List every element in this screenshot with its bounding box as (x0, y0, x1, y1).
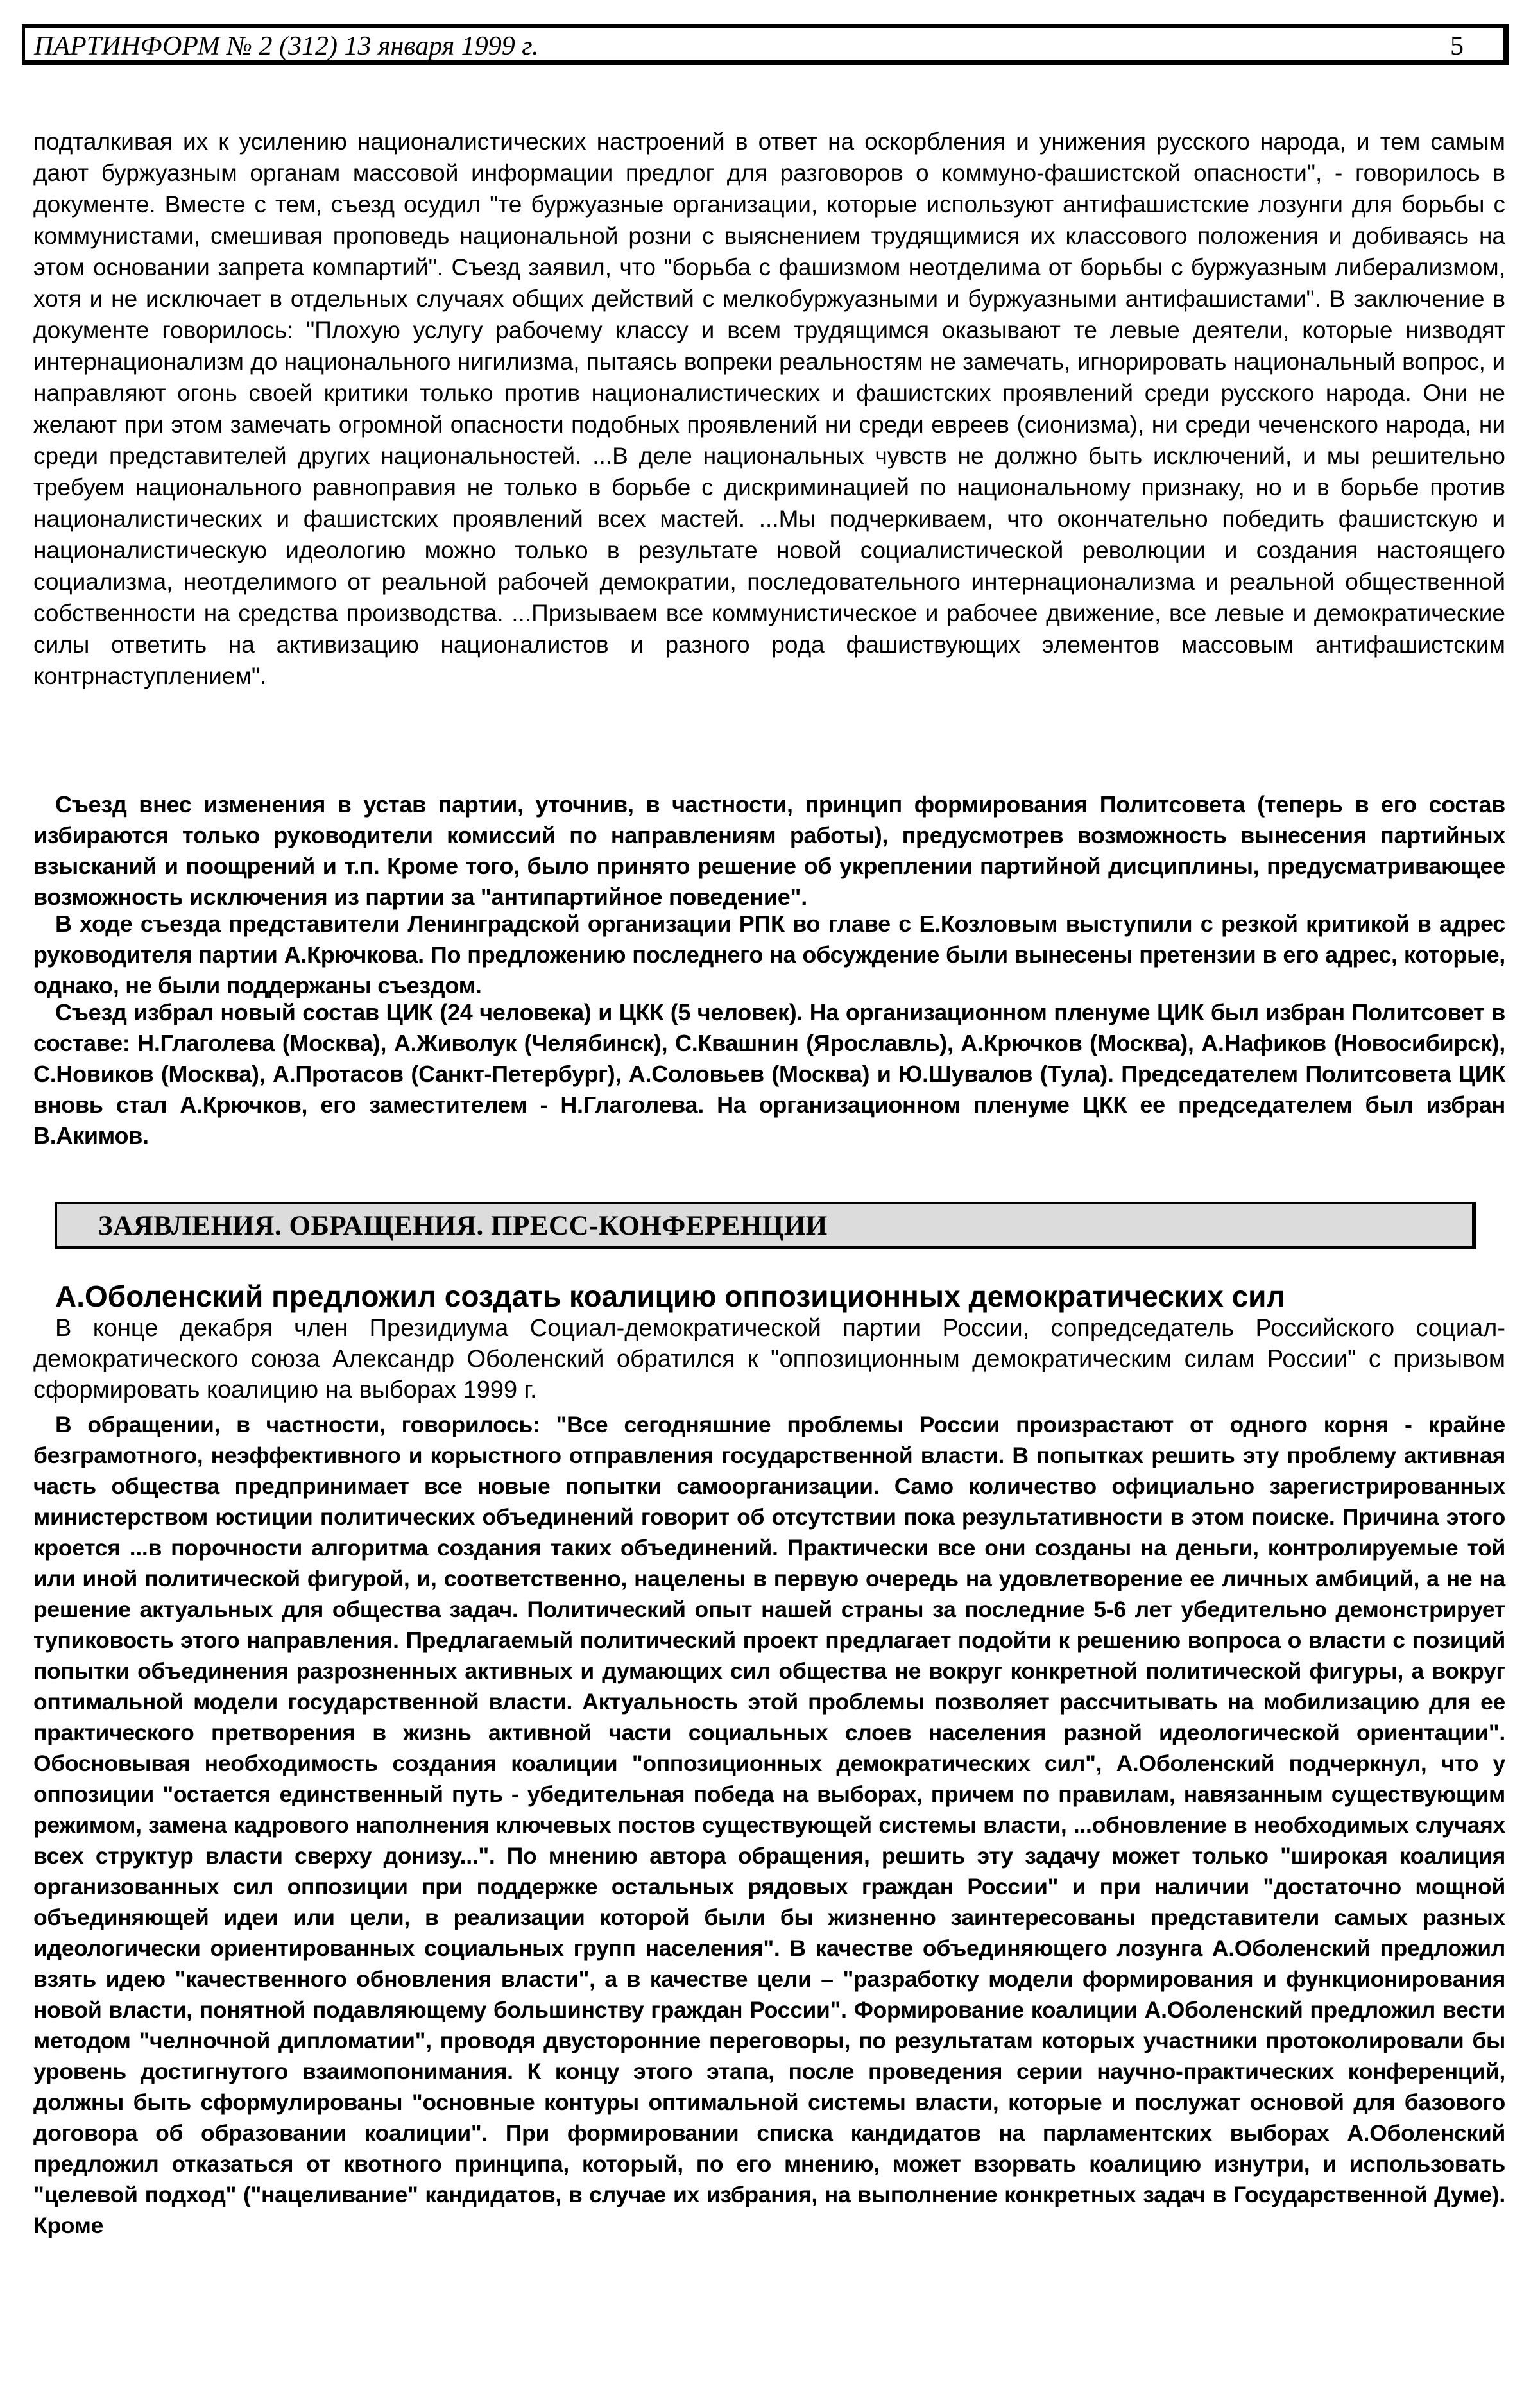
header-title: ПАРТИНФОРМ № 2 (312) 13 января 1999 г. (34, 31, 539, 61)
article-lead-paragraph: В конце декабря член Президиума Социал-демократической партии России, сопредседатель Российского социал-демократического союза Александр Оболенский обратился к "оппозиционным демократическим силам России" с призывом сформировать коалицию на выборах 1999 г. (33, 1315, 1505, 1403)
body-paragraph-elections: Съезд избрал новый состав ЦИК (24 человека) и ЦКК (5 человек). На организационном пленуме ЦИК был избран Политсовет в составе: Н.Глаголева (Москва), А.Живолук (Челябинск), С.Квашнин (Ярославль), А.Крючков (Москва), А.Нафиков (Новосибирск), С.Новиков (Москва), А.Протасов (Санкт-Петербург), А.Соловьев (Москва) и Ю.Шувалов (Тула). Председателем Политсовета ЦИК вновь стал А.Крючков, его заместителем - Н.Глаголева. На организационном пленуме ЦКК ее председателем был избран В.Акимов. (33, 999, 1505, 1149)
page-header (22, 24, 1509, 65)
body-paragraph-continuation: подталкивая их к усилению националистических настроений в ответ на оскорбления и унижения русского народа, и тем самым дают буржуазным органам массовой информации предлог для разговоров о коммуно-фашистской опасности", - говорилось в документе. Вместе с тем, съезд осудил "те буржуазные организации, которые используют антифашистские лозунги для борьбы с коммунистами, смешивая проповедь национальной розни с выяснением трудящимися их классового положения и добиваясь на этом основании запрета компартий". Съезд заявил, что "борьба с фашизмом неотделима от борьбы с буржуазным либерализмом, хотя и не исключает в отдельных случаях общих действий с мелкобуржуазными и буржуазными антифашистами". В заключение в документе говорилось: "Плохую услугу рабочему классу и всем трудящимся оказывают те левые деятели, которые низводят интернационализм до национального нигилизма, пытаясь вопреки реальностям не замечать, игнорировать национальный вопрос, и направляют огонь своей критики только против националистических и фашистских проявлений среди русского народа. Они не желают при этом замечать огромной опасности подобных проявлений ни среди евреев (сионизма), ни среди чеченского народа, ни среди представителей других национальностей. ...В деле национальных чувств не должно быть исключений, и мы решительно требуем национального равноправия не только в борьбе с дискриминацией по национальному признаку, но и в борьбе против националистических и фашистских проявлений всех мастей. ...Мы подчеркиваем, что окончательно победить фашистскую и националистическую идеологию можно только в результате новой социалистической революции и создания настоящего социализма, неотделимого от реальной рабочей демократии, последовательного интернационализма и реальной общественной собственности на средства производства. ...Призываем все коммунистическое и рабочее движение, все левые и демократические силы ответить на активизацию националистов и разного рода фашиствующих элементов массовым антифашистским контрнаступлением". (33, 128, 1505, 689)
page-number: 5 (1450, 31, 1464, 61)
body-paragraph-charter-changes: Съезд внес изменения в устав партии, уточнив, в частности, принцип формирования Политсовета (теперь в его состав избираются только руководители комиссий по направлениям работы), предусмотрев возможность вынесения партийных взысканий и поощрений и т.п. Кроме того, было принято решение об укреплении партийной дисциплины, предусматривающее возможность исключения из партии за "антипартийное поведение". (33, 791, 1505, 910)
body-paragraph-criticism: В ходе съезда представители Ленинградской организации РПК во главе с Е.Козловым выступили с резкой критикой в адрес руководителя партии А.Крючкова. По предложению последнего на обсуждение были вынесены претензии в его адрес, которые, однако, не были поддержаны съездом. (33, 911, 1505, 998)
section-title: ЗАЯВЛЕНИЯ. ОБРАЩЕНИЯ. ПРЕСС-КОНФЕРЕНЦИИ (98, 1211, 828, 1241)
article-body-paragraph: В обращении, в частности, говорилось: "Все сегодняшние проблемы России произрастают от одного корня - крайне безграмотного, неэффективного и корыстного отправления государственной власти. В попытках решить эту проблему активная часть общества предпринимает все новые попытки самоорганизации. Само количество официально зарегистрированных министерством юстиции политических объединений говорит об отсутствии пока результативности в этом поиске. Причина этого кроется ...в порочности алгоритма создания таких объединений. Практически все они созданы на деньги, контролируемые той или иной политической фигурой, и, соответственно, нацелены в первую очередь на удовлетворение ее личных амбиций, а не на решение актуальных для общества задач. Политический опыт нашей страны за последние 5-6 лет убедительно демонстрирует тупиковость этого направления. Предлагаемый политический проект предлагает подойти к решению вопроса о власти с позиций попытки объединения разрозненных активных и думающих сил общества не вокруг конкретной политической фигуры, а вокруг оптимальной модели государственной власти. Актуальность этой проблемы позволяет рассчитывать на мобилизацию для ее практического претворения в жизнь активной части социальных слоев населения разной идеологической ориентации". Обосновывая необходимость создания коалиции "оппозиционных демократических сил", А.Оболенский подчеркнул, что у оппозиции "остается единственный путь - убедительная победа на выборах, причем по правилам, навязанным существующим режимом, замена кадрового наполнения ключевых постов существующей системы власти, ...обновление в необходимых случаях всех структур власти сверху донизу...". По мнению автора обращения, решить эту задачу может только "широкая коалиция организованных сил оппозиции при поддержке остальных рядовых граждан России" и при наличии "достаточно мощной объединяющей идеи или цели, в реализации которой были бы жизненно заинтересованы представители самых разных идеологически ориентированных социальных групп населения". В качестве объединяющего лозунга А.Оболенский предложил взять идею "качественного обновления власти", а в качестве цели – "разработку модели формирования и функционирования новой власти, понятной подавляющему большинству граждан России". Формирование коалиции А.Оболенский предложил вести методом "челночной дипломатии", проводя двусторонние переговоры, по результатам которых участники протоколировали бы уровень достигнутого взаимопонимания. К концу этого этапа, после проведения серии научно-практических конференций, должны быть сформулированы "основные контуры оптимальной системы власти, которые и послужат основой для базового договора об образовании коалиции". При формировании списка кандидатов на парламентских выборах А.Оболенский предложил отказаться от квотного принципа, который, по его мнению, может взорвать коалицию изнутри, и использовать "целевой подход" ("нацеливание" кандидатов, в случае их избрания, на выполнение конкретных задач в Государственной Думе). Кроме (33, 1412, 1505, 2238)
section-banner (55, 1202, 1476, 1249)
article-title: А.Оболенский предложил создать коалицию оппозиционных демократических сил (55, 1280, 1285, 1313)
